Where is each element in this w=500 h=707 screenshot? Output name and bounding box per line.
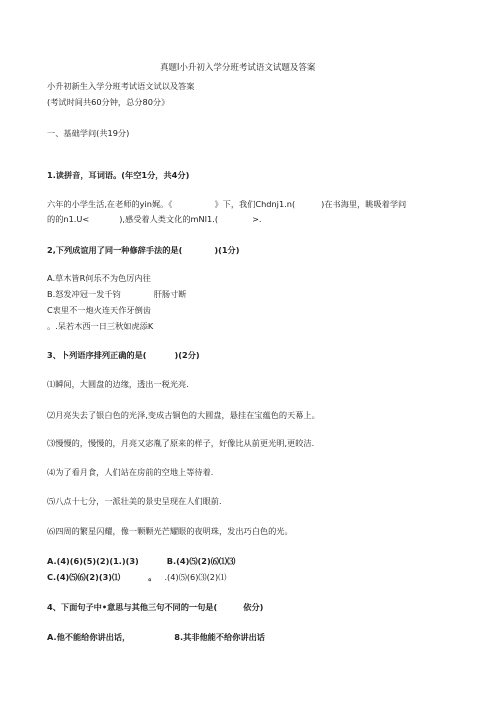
time-note: (考试时间共60分钟，总分80分》: [47, 97, 170, 107]
text-segment: >.: [252, 214, 262, 224]
question-4-options: [47, 632, 265, 642]
option-d: .(4)⑸(6)⑶(2)⑴: [164, 572, 227, 582]
sentence-5: ⑸八点十七分，一派壮美的景史呈现在人们眼前.: [47, 496, 222, 506]
text-segment: 肝肠寸断: [153, 289, 187, 299]
question-4-heading: [47, 602, 263, 612]
sentence-2: ⑵月亮失去了银白色的光泽,变成古铜色的大圆盘，悬挂在宝蕴色的天幕上。: [47, 410, 320, 420]
text-segment: 依分): [243, 602, 264, 612]
question-1-line-1: [47, 199, 406, 209]
question-3-heading: [47, 350, 200, 360]
option-d-marker: 。: [148, 572, 157, 582]
text-segment: )在书海里，眺吸着学问: [321, 199, 407, 209]
option-c: C.(4)⑸⑹(2)(3)⑴: [47, 572, 121, 582]
sentence-3: ⑶慢慢的，慢慢的，月亮又宓胤了原来的样子，好像比从前更光明,更皎洁.: [47, 438, 315, 448]
question-2-option-c: C衷里不一炮火连天作牙倒齿: [47, 305, 151, 315]
text-segment: 4、下面句子中•意思与其他三句不同的一句是(: [47, 602, 218, 612]
option-b: B.(4)⑸(2)⑹⑴⑶: [166, 556, 236, 566]
text-segment: 2,下列成谊用了同一种修辞手法的是(: [47, 245, 183, 255]
sentence-1: ⑴瞬间，大圆盘的边缘，透出一税光亮.: [47, 379, 189, 389]
option-b: 8.其非他能不给你讲出话: [174, 632, 265, 642]
text-segment: 的的n1.U<: [47, 214, 90, 224]
option-a: A.(4)(6)(5)(2)(1.)(3): [47, 556, 139, 566]
sentence-6: ⑹四周的繁星闪耀，像一颗颗光芒耀眼的夜明珠，发出巧白色的光。: [47, 526, 293, 536]
question-1-line-2: [47, 214, 262, 224]
text-segment: ),感受着人类文化的mNI1.(: [119, 214, 219, 224]
page-title: 真题l小升初入学分班考试语文试题及答案: [160, 63, 316, 73]
text-segment: )(2分): [174, 350, 200, 360]
question-3-options-row-1: [47, 556, 235, 566]
text-segment: 》下，我们Chdnj1.n(: [214, 199, 296, 209]
text-segment: B.怒发冲冠一发千钧: [47, 289, 121, 299]
question-3-options-row-2: [47, 572, 226, 582]
sentence-4: ⑷为了看月食，人们站在房前的空地上等待着.: [47, 467, 214, 477]
option-a: A.他不能给你讲出话，: [47, 632, 131, 642]
text-segment: 3、卜列语序排列正确的是(: [47, 350, 147, 360]
question-2-heading: [47, 245, 240, 255]
question-2-option-d: 。.呆若木西一日三秋如虎添K: [47, 321, 154, 331]
subtitle: 小升初新生入学分班考试语文试以及答案: [47, 81, 195, 91]
question-2-option-b: [47, 289, 187, 299]
question-1-heading: 1.读拼音，耳词语。(年空1分，共4分): [47, 170, 190, 180]
text-segment: 六年的小学生活,在老师的yin娓。《: [47, 199, 173, 209]
text-segment: )(1分): [214, 245, 240, 255]
section-heading: 一、基础学问(共19分): [47, 128, 130, 138]
question-2-option-a: A.草木皆R何乐不为色厉内往: [47, 273, 151, 283]
